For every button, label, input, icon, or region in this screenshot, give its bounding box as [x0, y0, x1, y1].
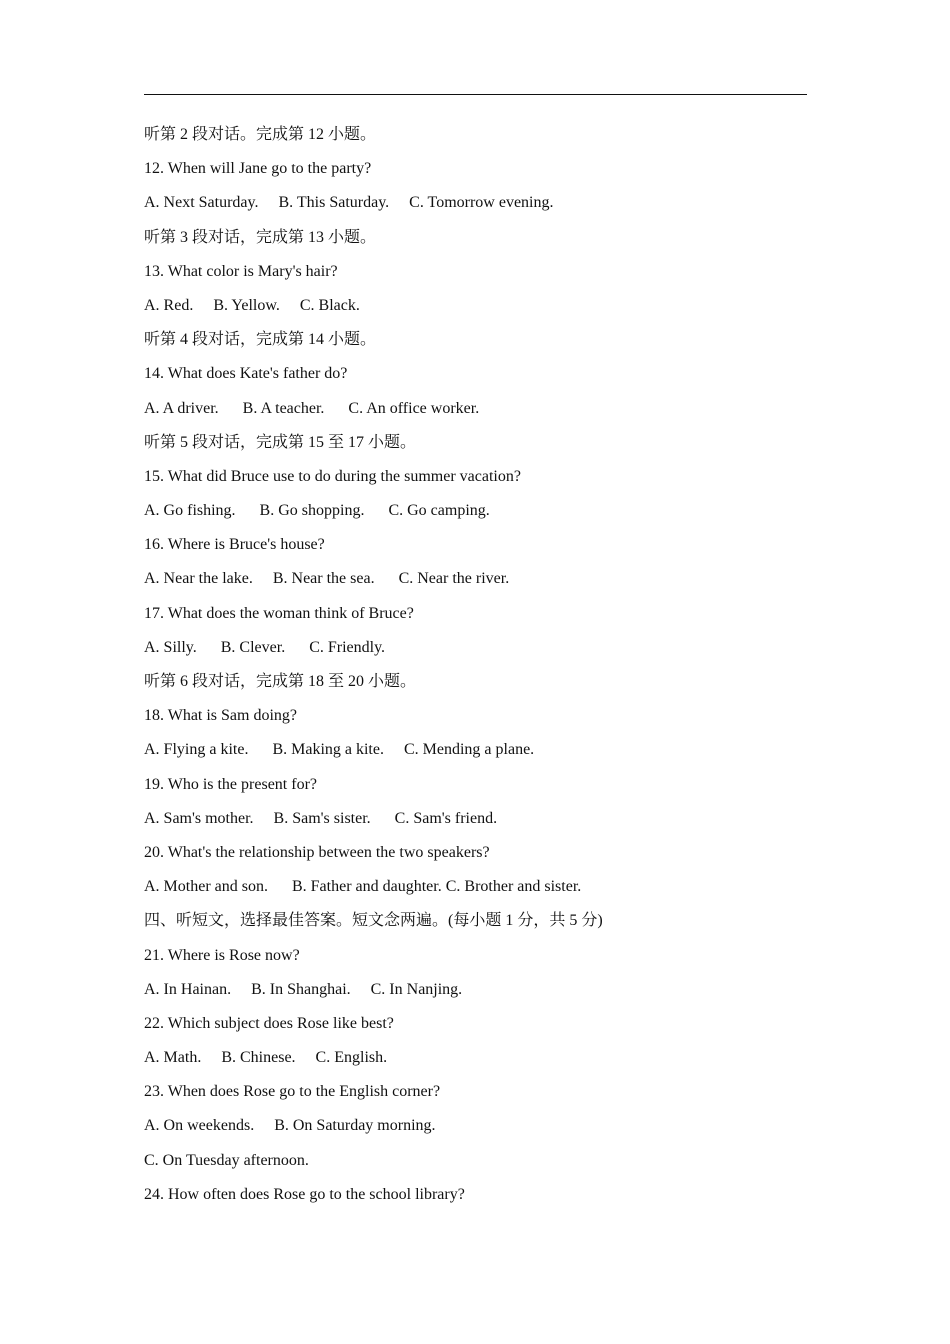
question-text: 23. When does Rose go to the English corner? [144, 1083, 441, 1101]
section-instruction: 听第 4 段对话，完成第 14 小题。 [144, 331, 377, 349]
answer-options: A. Sam's mother. B. Sam's sister. C. Sam's friend. [144, 809, 498, 827]
answer-options: A. Silly. B. Clever. C. Friendly. [144, 638, 386, 656]
question-text: 18. What is Sam doing? [144, 707, 298, 725]
answer-options: A. Near the lake. B. Near the sea. C. Near the river. [144, 570, 510, 588]
answer-options: A. On weekends. B. On Saturday morning. [144, 1117, 436, 1135]
answer-options: A. Math. B. Chinese. C. English. [144, 1049, 388, 1067]
answer-options: A. Next Saturday. B. This Saturday. C. Tomorrow evening. [144, 194, 554, 212]
question-text: 20. What's the relationship between the two speakers? [144, 843, 490, 861]
question-text: 15. What did Bruce use to do during the summer vacation? [144, 467, 521, 485]
question-text: 22. Which subject does Rose like best? [144, 1014, 394, 1032]
question-text: 24. How often does Rose go to the school library? [144, 1185, 465, 1203]
section-instruction: 听第 3 段对话，完成第 13 小题。 [144, 228, 377, 246]
question-text: 21. Where is Rose now? [144, 946, 300, 964]
answer-options: A. Mother and son. B. Father and daughter. C. Brother and sister. [144, 878, 582, 896]
section-instruction: 听第 2 段对话。完成第 12 小题。 [144, 126, 377, 143]
answer-options: C. On Tuesday afternoon. [144, 1151, 309, 1169]
question-text: 12. When will Jane go to the party? [144, 160, 372, 178]
exam-content [144, 118, 844, 1212]
question-text: 13. What color is Mary's hair? [144, 262, 338, 280]
answer-options: A. Go fishing. B. Go shopping. C. Go camping. [144, 502, 490, 520]
answer-options: A. A driver. B. A teacher. C. An office worker. [144, 399, 480, 417]
question-text: 16. Where is Bruce's house? [144, 536, 325, 554]
section-heading: 四、听短文，选择最佳答案。短文念两遍。(每小题 1 分，共 5 分) [144, 912, 603, 930]
question-text: 19. Who is the present for? [144, 775, 317, 793]
section-instruction: 听第 6 段对话，完成第 18 至 20 小题。 [144, 673, 417, 690]
section-instruction: 听第 5 段对话，完成第 15 至 17 小题。 [144, 433, 417, 451]
header-rule [144, 94, 807, 95]
answer-options: A. Flying a kite. B. Making a kite. C. Mending a plane. [144, 741, 535, 759]
question-text: 17. What does the woman think of Bruce? [144, 604, 414, 622]
answer-options: A. In Hainan. B. In Shanghai. C. In Nanjing. [144, 980, 463, 998]
question-text: 14. What does Kate's father do? [144, 365, 348, 383]
answer-options: A. Red. B. Yellow. C. Black. [144, 296, 360, 314]
